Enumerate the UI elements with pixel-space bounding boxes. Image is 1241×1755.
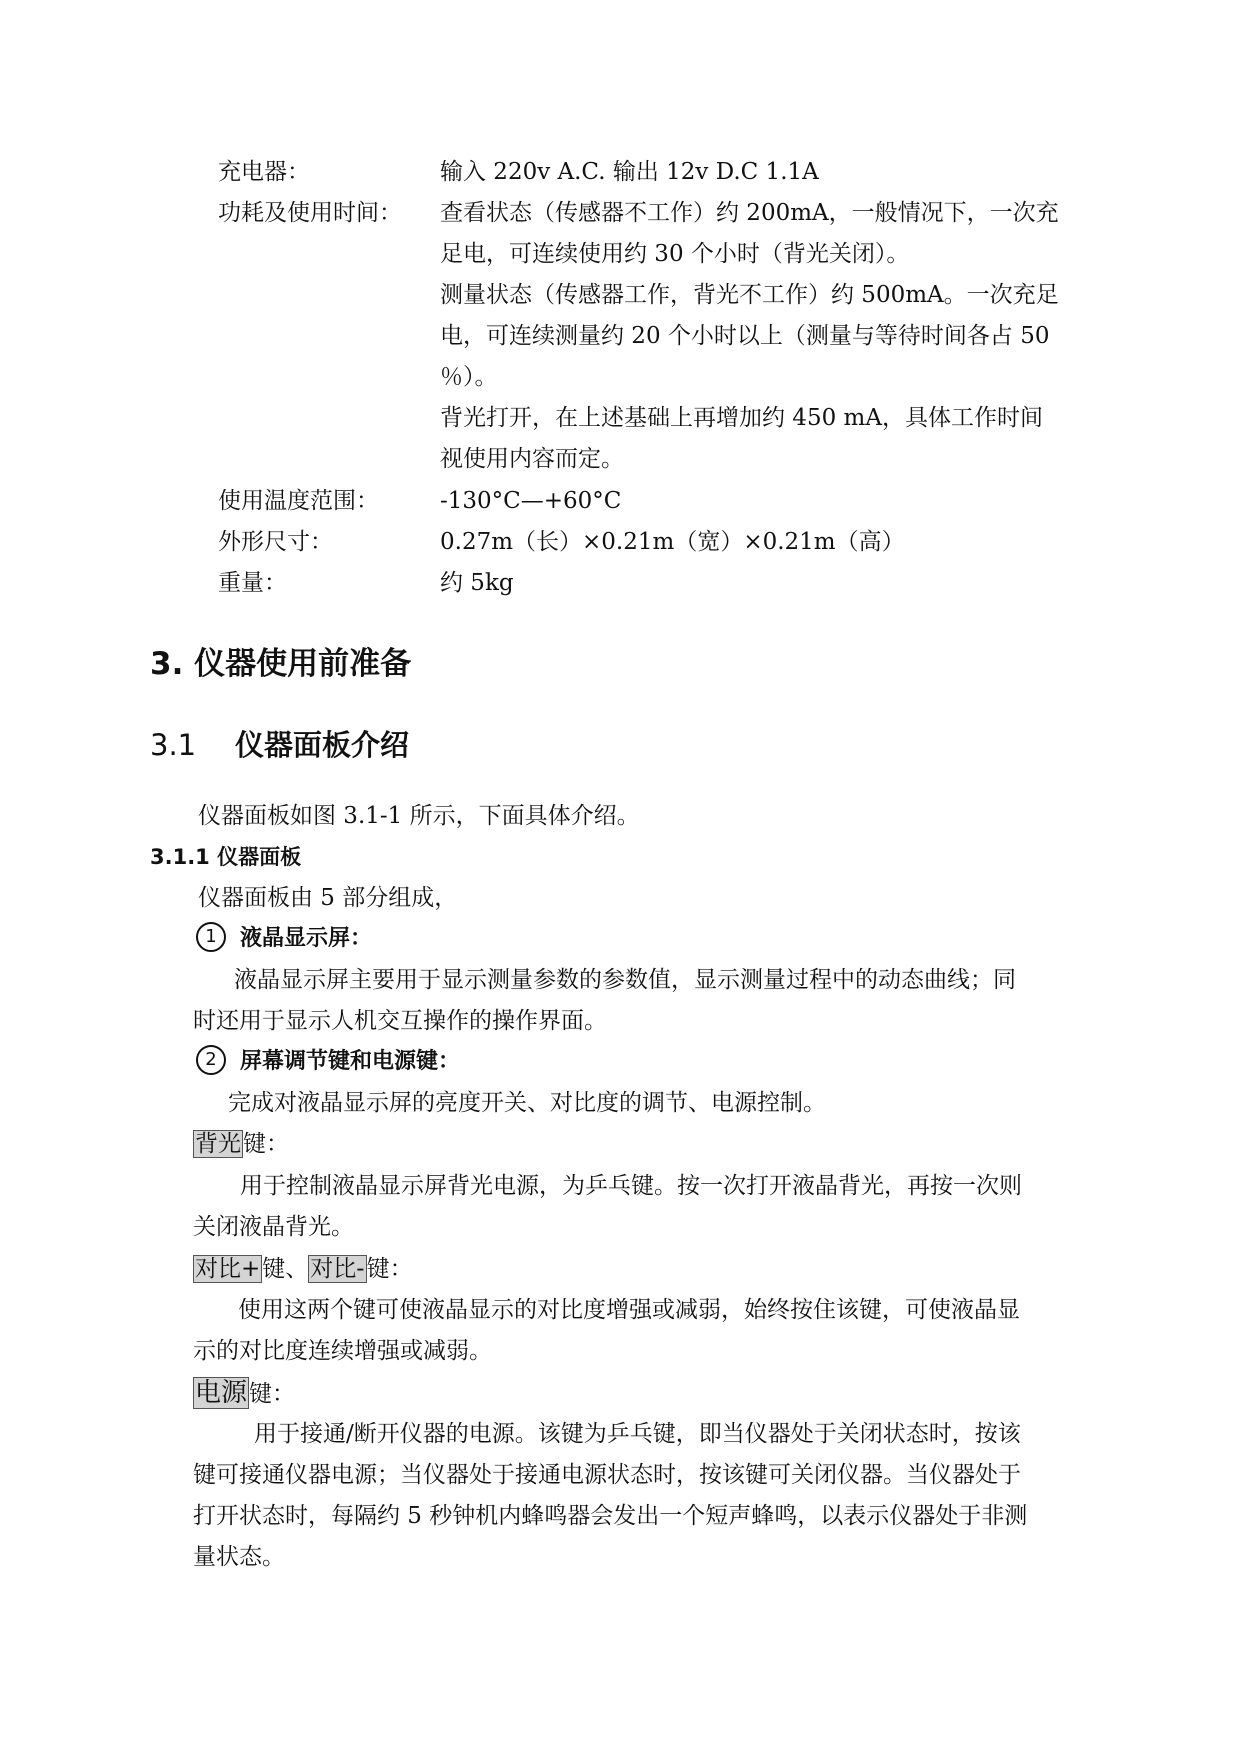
- subsection-title: 仪器面板介绍: [235, 728, 410, 762]
- spec-label-charger: 充电器：: [218, 159, 310, 185]
- spec-value-temperature: -130°C—+60°C: [440, 488, 622, 514]
- subsubsection-intro: 仪器面板由 5 部分组成，: [198, 885, 458, 911]
- subsubsection-heading: 3.1.1 仪器面板: [150, 845, 302, 869]
- power-desc-line: 键可接通仪器电源；当仪器处于接通电源状态时，按该键可关闭仪器。当仪器处于: [193, 1462, 1021, 1488]
- spec-value-weight: 约 5kg: [440, 570, 514, 596]
- circled-number-icon: 1: [196, 922, 226, 952]
- power-key-heading: [193, 1373, 295, 1414]
- key-separator: 键、: [262, 1256, 309, 1282]
- contrast-key-heading: [193, 1249, 413, 1289]
- item-lcd-desc-line: 液晶显示屏主要用于显示测量参数的参数值，显示测量过程中的动态曲线；同: [234, 967, 1016, 993]
- spec-value-dimensions: 0.27m（长）×0.21m（宽）×0.21m（高）: [440, 529, 905, 555]
- backlight-key-heading: [193, 1124, 289, 1164]
- item-keys-desc: 完成对液晶显示屏的亮度开关、对比度的调节、电源控制。: [228, 1090, 826, 1116]
- spec-value-power-line: 视使用内容而定。: [440, 446, 624, 472]
- backlight-desc-line: 用于控制液晶显示屏背光电源，为乒乓键。按一次打开液晶背光，再按一次则: [240, 1173, 1022, 1199]
- spec-value-power-line: 背光打开，在上述基础上再增加约 450 mA，具体工作时间: [440, 405, 1043, 431]
- backlight-key-label: 背光: [195, 1131, 241, 1157]
- spec-value-power-line: 测量状态（传感器工作，背光不工作）约 500mA。一次充足: [440, 282, 1059, 308]
- spec-value-power-line: 足电，可连续使用约 30 个小时（背光关闭）。: [440, 241, 910, 267]
- spec-value-power-line: 查看状态（传感器不工作）约 200mA，一般情况下，一次充: [440, 200, 1059, 226]
- circled-number-icon: 2: [196, 1045, 226, 1075]
- subsection-number: 3.1: [150, 728, 197, 762]
- spec-label-weight: 重量：: [218, 570, 287, 596]
- item-keys-title: 屏幕调节键和电源键：: [240, 1049, 461, 1074]
- item-lcd-title: 液晶显示屏：: [240, 926, 373, 951]
- section-heading: 3. 仪器使用前准备: [150, 646, 412, 682]
- spec-value-charger: 输入 220v A.C. 输出 12v D.C 1.1A: [440, 159, 819, 185]
- key-suffix: 键：: [366, 1256, 413, 1282]
- backlight-desc-line: 关闭液晶背光。: [193, 1214, 354, 1240]
- spec-value-power-line: ％）。: [440, 364, 498, 390]
- item-keys-heading: [196, 1042, 460, 1082]
- item-lcd-heading: [196, 919, 372, 959]
- subsection-intro: 仪器面板如图 3.1-1 所示，下面具体介绍。: [198, 803, 640, 829]
- power-desc-line: 量状态。: [193, 1544, 285, 1570]
- spec-label-dimensions: 外形尺寸：: [218, 529, 333, 555]
- subsection-heading: [150, 722, 409, 768]
- power-key-label: 电源: [195, 1378, 248, 1408]
- contrast-plus-key-label: 对比+: [195, 1256, 261, 1282]
- spec-label-temperature: 使用温度范围：: [218, 488, 379, 514]
- contrast-minus-key-label: 对比-: [310, 1256, 365, 1282]
- power-desc-line: 用于接通/断开仪器的电源。该键为乒乓键，即当仪器处于关闭状态时，按该: [254, 1421, 1021, 1447]
- power-desc-line: 打开状态时，每隔约 5 秒钟机内蜂鸣器会发出一个短声蜂鸣，以表示仪器处于非测: [193, 1503, 1028, 1529]
- key-suffix: 键：: [243, 1131, 289, 1157]
- key-suffix: 键：: [249, 1381, 296, 1407]
- contrast-desc-line: 示的对比度连续增强或减弱。: [193, 1338, 492, 1364]
- contrast-desc-line: 使用这两个键可使液晶显示的对比度增强或减弱，始终按住该键，可使液晶显: [238, 1297, 1020, 1323]
- spec-value-power-line: 电，可连续测量约 20 个小时以上（测量与等待时间各占 50: [440, 323, 1050, 349]
- spec-label-power: 功耗及使用时间：: [218, 200, 402, 226]
- item-lcd-desc-line: 时还用于显示人机交互操作的操作界面。: [193, 1008, 607, 1034]
